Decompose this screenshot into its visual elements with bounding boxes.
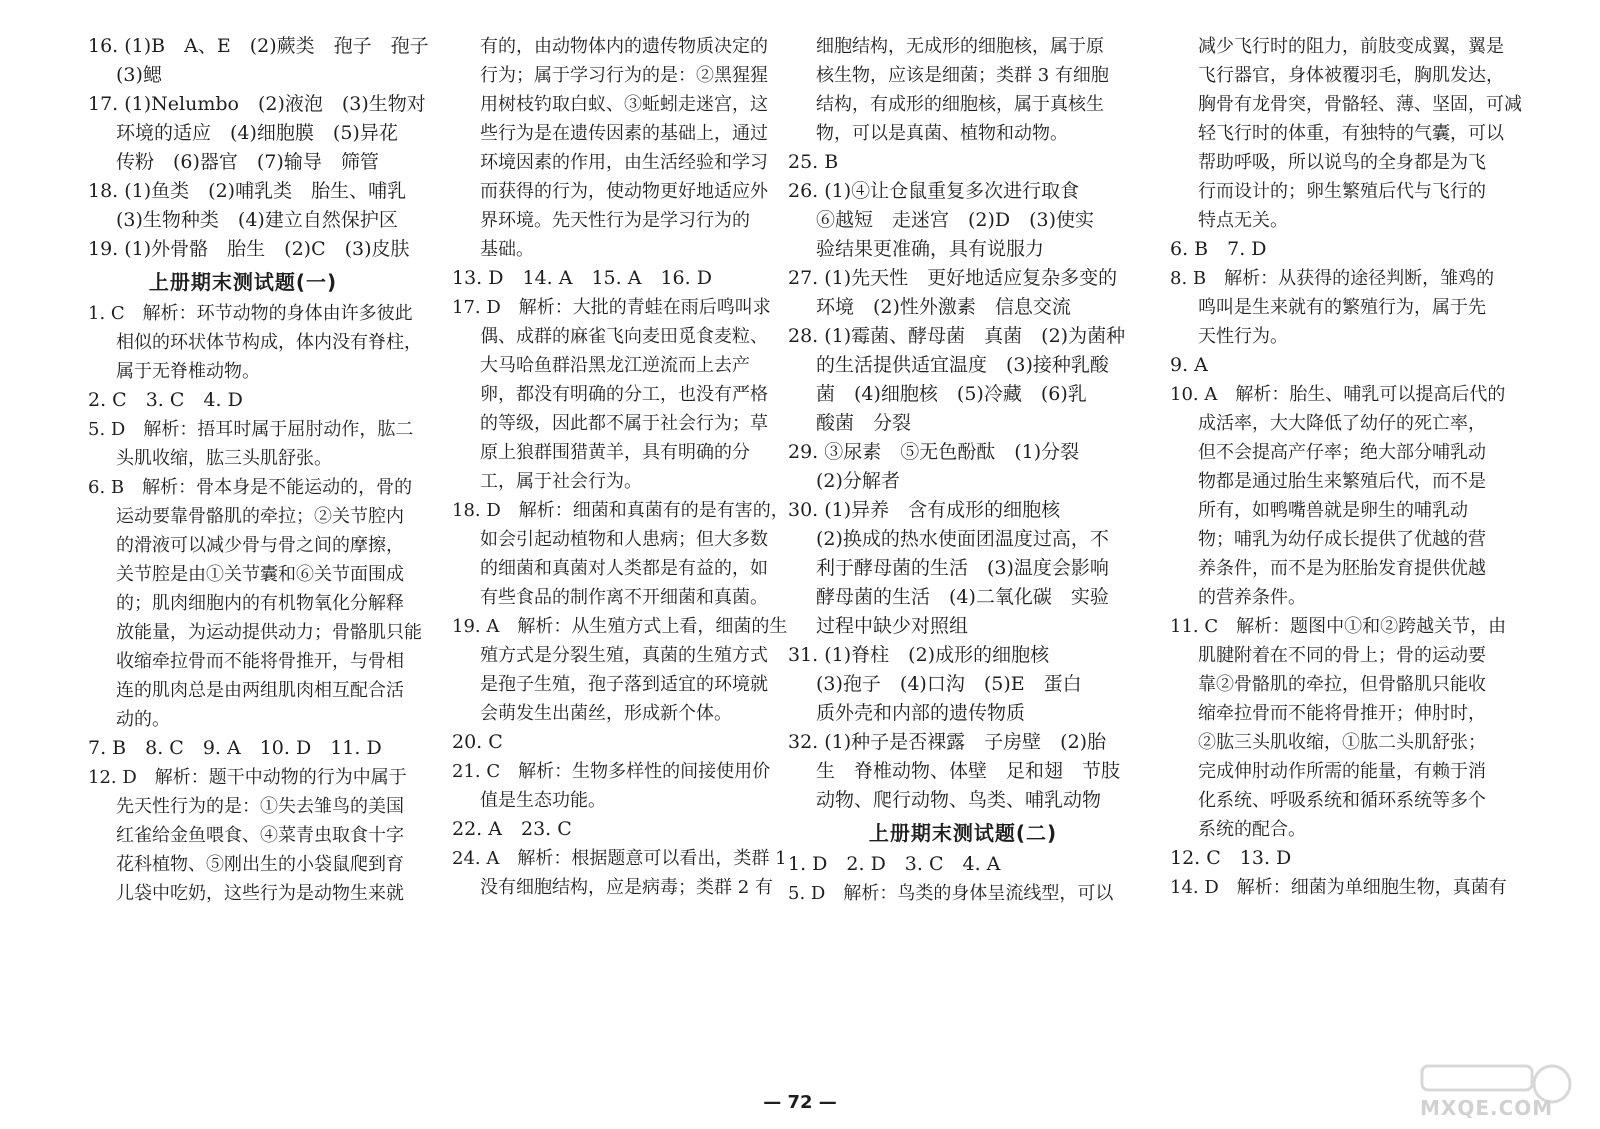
answer-line: 的营养条件。: [1198, 587, 1306, 608]
answer-line: 13. D 14. A 15. A 16. D: [452, 267, 712, 289]
answer-line: (3)生物种类 (4)建立自然保护区: [116, 209, 398, 231]
answer-line: 运动要靠骨骼肌的牵拉；②关节腔内: [116, 506, 404, 527]
answer-line: 18. (1)鱼类 (2)哺乳类 胎生、哺乳: [88, 180, 407, 202]
column-2: [452, 32, 789, 902]
answer-line: 的细菌和真菌对人类都是有益的，如: [480, 558, 768, 579]
answer-line: ⑥越短 走迷宫 (2)D (3)使实: [816, 209, 1095, 231]
answer-line: 结构，有成形的细胞核，属于真核生: [816, 94, 1104, 115]
answer-line: 过程中缺少对照组: [816, 615, 969, 637]
answer-line: 31. (1)脊柱 (2)成形的细胞核: [788, 644, 1050, 666]
answer-line: 收缩牵拉骨而不能将骨推开，与骨相: [116, 651, 404, 672]
answer-line: 鸣叫是生来就有的繁殖行为，属于先: [1198, 297, 1486, 318]
answer-line: 连的肌肉总是由两组肌肉相互配合活: [116, 680, 404, 701]
answer-line: 24. A 解析：根据题意可以看出，类群 1: [452, 848, 787, 869]
answer-line: 没有细胞结构，应是病毒；类群 2 有: [480, 877, 773, 898]
answer-line: 1. D 2. D 3. C 4. A: [788, 853, 1001, 875]
answer-line: 所有，如鸭嘴兽就是卵生的哺乳动: [1198, 500, 1468, 521]
answer-line: 行为；属于学习行为的是：②黑猩猩: [480, 65, 768, 86]
answer-line: 养条件，而不是为胚胎发育提供优越: [1198, 558, 1486, 579]
answer-line: 基础。: [480, 239, 534, 260]
answer-line: 环境的适应 (4)细胞膜 (5)异花: [116, 122, 398, 144]
answer-line: 如会引起动植物和人患病；但大多数: [480, 529, 768, 550]
answer-line: 21. C 解析：生物多样性的间接使用价: [452, 761, 771, 782]
answer-line: 成活率，大大降低了幼仔的死亡率，: [1198, 413, 1486, 434]
answer-line: 8. B 解析：从获得的途径判断，雏鸡的: [1170, 268, 1495, 289]
answer-line: 物都是通过胎生来繁殖后代，而不是: [1198, 471, 1486, 492]
answer-line: 些行为是在遗传因素的基础上，通过: [480, 123, 768, 144]
answer-line: 头肌收缩，肱三头肌舒张。: [116, 448, 332, 469]
answer-line: 相似的环状体节构成，体内没有脊柱，: [116, 332, 422, 353]
answer-line: 花科植物、⑤刚出生的小袋鼠爬到育: [116, 854, 404, 875]
answer-line: 7. B 8. C 9. A 10. D 11. D: [88, 737, 382, 759]
answer-line: 利于酵母菌的生活 (3)温度会影响: [816, 557, 1109, 579]
answer-line: 酸菌 分裂: [816, 412, 912, 434]
answer-line: 减少飞行时的阻力，前肢变成翼，翼是: [1198, 36, 1504, 57]
answer-line: 儿袋中吃奶，这些行为是动物生来就: [116, 883, 404, 904]
answer-line: 26. (1)④让仓鼠重复多次进行取食: [788, 180, 1080, 202]
watermark-text: MXQE.COM: [1420, 1096, 1554, 1120]
answer-line: 9. A: [1170, 354, 1208, 376]
answer-line: 的等级，因此都不属于社会行为；草: [480, 413, 768, 434]
answer-line: 1. C 解析：环节动物的身体由许多彼此: [88, 303, 413, 324]
answer-line: (3)孢子 (4)口沟 (5)E 蛋白: [816, 673, 1082, 695]
answer-line: 的；肌肉细胞内的有机物氧化分解释: [116, 593, 404, 614]
answer-line: 特点无关。: [1198, 210, 1288, 231]
answer-line: 19. (1)外骨骼 胎生 (2)C (3)皮肤: [88, 238, 410, 260]
answer-line: 卵，都没有明确的分工，也没有严格: [480, 384, 768, 405]
answer-line: 32. (1)种子是否裸露 子房壁 (2)胎: [788, 731, 1107, 753]
answer-line: 会萌发生出菌丝，形成新个体。: [480, 703, 732, 724]
section-heading: 上册期末测试题(二): [868, 821, 1058, 845]
answer-line: 的滑液可以减少骨与骨之间的摩擦，: [116, 535, 404, 556]
answer-line: 生 脊椎动物、体壁 足和翅 节肢: [816, 760, 1121, 782]
answer-line: 工，属于社会行为。: [480, 471, 642, 492]
answer-line: 而获得的行为，使动物更好地适应外: [480, 181, 768, 202]
answer-line: 19. A 解析：从生殖方式上看，细菌的生: [452, 616, 788, 637]
answer-line: 大马哈鱼群沿黑龙江逆流而上去产: [480, 355, 750, 376]
answer-line: 系统的配合。: [1198, 819, 1306, 840]
section-heading: 上册期末测试题(一): [148, 270, 338, 294]
watermark-logo: [1412, 1060, 1582, 1120]
answer-line: 行而设计的；卵生繁殖后代与飞行的: [1198, 181, 1486, 202]
answer-line: 6. B 7. D: [1170, 238, 1267, 260]
answer-line: 动的。: [116, 709, 170, 730]
answer-line: 菌 (4)细胞核 (5)冷藏 (6)乳: [816, 383, 1087, 405]
answer-line: 验结果更准确，具有说服力: [816, 238, 1045, 260]
answer-line: 14. D 解析：细菌为单细胞生物，真菌有: [1170, 877, 1507, 898]
answer-line: 环境因素的作用，由生活经验和学习: [480, 152, 768, 173]
answer-line: 化系统、呼吸系统和循环系统等多个: [1198, 790, 1486, 811]
answer-line: 轻飞行时的体重，有独特的气囊，可以: [1198, 123, 1504, 144]
answer-line: 缩牵拉骨而不能将骨推开；伸肘时，: [1198, 703, 1486, 724]
answer-line: 11. C 解析：题图中①和②跨越关节，由: [1170, 616, 1507, 637]
answer-line: 质外壳和内部的遗传物质: [816, 702, 1026, 724]
answer-line: 用树枝钓取白蚁、③蚯蚓走迷宫，这: [480, 94, 768, 115]
column-4: [1170, 32, 1520, 902]
answer-line: 胸骨有龙骨突，骨骼轻、薄、坚固，可减: [1198, 94, 1522, 115]
answer-line: 28. (1)霉菌、酵母菌 真菌 (2)为菌种: [788, 325, 1126, 347]
answer-line: 值是生态功能。: [480, 790, 606, 811]
answer-line: 29. ③尿素 ⑤无色酚酞 (1)分裂: [788, 441, 1080, 463]
answer-line: 是孢子生殖，孢子落到适宜的环境就: [480, 674, 768, 695]
answer-line: 肌腱附着在不同的骨上；骨的运动要: [1198, 645, 1486, 666]
answer-line: 16. (1)B A、E (2)蕨类 孢子 孢子: [88, 35, 429, 57]
answer-line: 放能量，为运动提供动力；骨骼肌只能: [116, 622, 422, 643]
answer-line: 有些食品的制作离不开细菌和真菌。: [480, 587, 768, 608]
answer-line: (2)分解者: [816, 470, 900, 492]
answer-line: 核生物，应该是细菌；类群 3 有细胞: [816, 65, 1109, 86]
answer-line: 25. B: [788, 151, 839, 173]
answer-line: 22. A 23. C: [452, 818, 572, 840]
answer-line: 20. C: [452, 731, 503, 753]
answer-line: 18. D 解析：细菌和真菌有的是有害的，: [452, 500, 789, 521]
answer-line: 属于无脊椎动物。: [116, 361, 260, 382]
answer-line: 5. D 解析：鸟类的身体呈流线型，可以: [788, 883, 1114, 904]
answer-line: 17. D 解析：大批的青蛙在雨后鸣叫求: [452, 297, 771, 318]
answer-line: 2. C 3. C 4. D: [88, 389, 243, 411]
answer-line: 但不会提高产仔率；绝大部分哺乳动: [1198, 442, 1486, 463]
answer-line: 环境 (2)性外激素 信息交流: [816, 296, 1071, 318]
answer-line: 原上狼群围猎黄羊，具有明确的分: [480, 442, 750, 463]
answer-line: 靠②骨骼肌的牵拉，但骨骼肌只能收: [1198, 674, 1486, 695]
answer-line: 殖方式是分裂生殖，真菌的生殖方式: [480, 645, 768, 666]
answer-line: 物，可以是真菌、植物和动物。: [816, 123, 1068, 144]
answer-line: 飞行器官，身体被覆羽毛，胸肌发达，: [1198, 65, 1504, 86]
answer-line: 30. (1)异养 含有成形的细胞核: [788, 499, 1061, 521]
answer-line: 先天性行为的是：①失去雏鸟的美国: [116, 796, 404, 817]
answer-line: 界环境。先天性行为是学习行为的: [480, 210, 750, 231]
column-3: [788, 32, 1138, 908]
answer-line: 完成伸肘动作所需的能量，有赖于消: [1198, 761, 1486, 782]
answer-line: 27. (1)先天性 更好地适应复杂多变的: [788, 267, 1118, 289]
answer-line: 的生活提供适宜温度 (3)接种乳酸: [816, 354, 1109, 376]
answer-line: (3)鳃: [116, 64, 162, 86]
answer-line: 偶、成群的麻雀飞向麦田觅食麦粒、: [480, 326, 768, 347]
answer-line: 12. D 解析：题干中动物的行为中属于: [88, 767, 407, 788]
answer-line: 5. D 解析：捂耳时属于屈肘动作，肱二: [88, 419, 414, 440]
page-number: — 72 —: [763, 1092, 837, 1113]
answer-line: 10. A 解析：胎生、哺乳可以提高后代的: [1170, 384, 1506, 405]
answer-line: 酵母菌的生活 (4)二氧化碳 实验: [816, 586, 1109, 608]
answer-line: 12. C 13. D: [1170, 847, 1292, 869]
answer-line: 有的，由动物体内的遗传物质决定的: [480, 36, 768, 57]
answer-line: 动物、爬行动物、鸟类、哺乳动物: [816, 789, 1102, 811]
answer-line: 帮助呼吸，所以说鸟的全身都是为飞: [1198, 152, 1486, 173]
answer-line: 关节腔是由①关节囊和⑥关节面围成: [116, 564, 404, 585]
answer-line: 天性行为。: [1198, 326, 1288, 347]
answer-line: (2)换成的热水使面团温度过高，不: [816, 528, 1109, 550]
answer-line: 17. (1)Nelumbo (2)液泡 (3)生物对: [88, 93, 426, 115]
answer-line: 传粉 (6)器官 (7)输导 筛管: [116, 151, 379, 173]
answer-line: 物；哺乳为幼仔成长提供了优越的营: [1198, 529, 1486, 550]
answer-line: 红雀给金鱼喂食、④菜青虫取食十字: [116, 825, 404, 846]
answer-line: ②肱三头肌收缩，①肱二头肌舒张；: [1198, 732, 1486, 753]
answer-line: 细胞结构，无成形的细胞核，属于原: [816, 36, 1104, 57]
answer-line: 6. B 解析：骨本身是不能运动的，骨的: [88, 477, 413, 498]
column-1: [88, 32, 429, 908]
